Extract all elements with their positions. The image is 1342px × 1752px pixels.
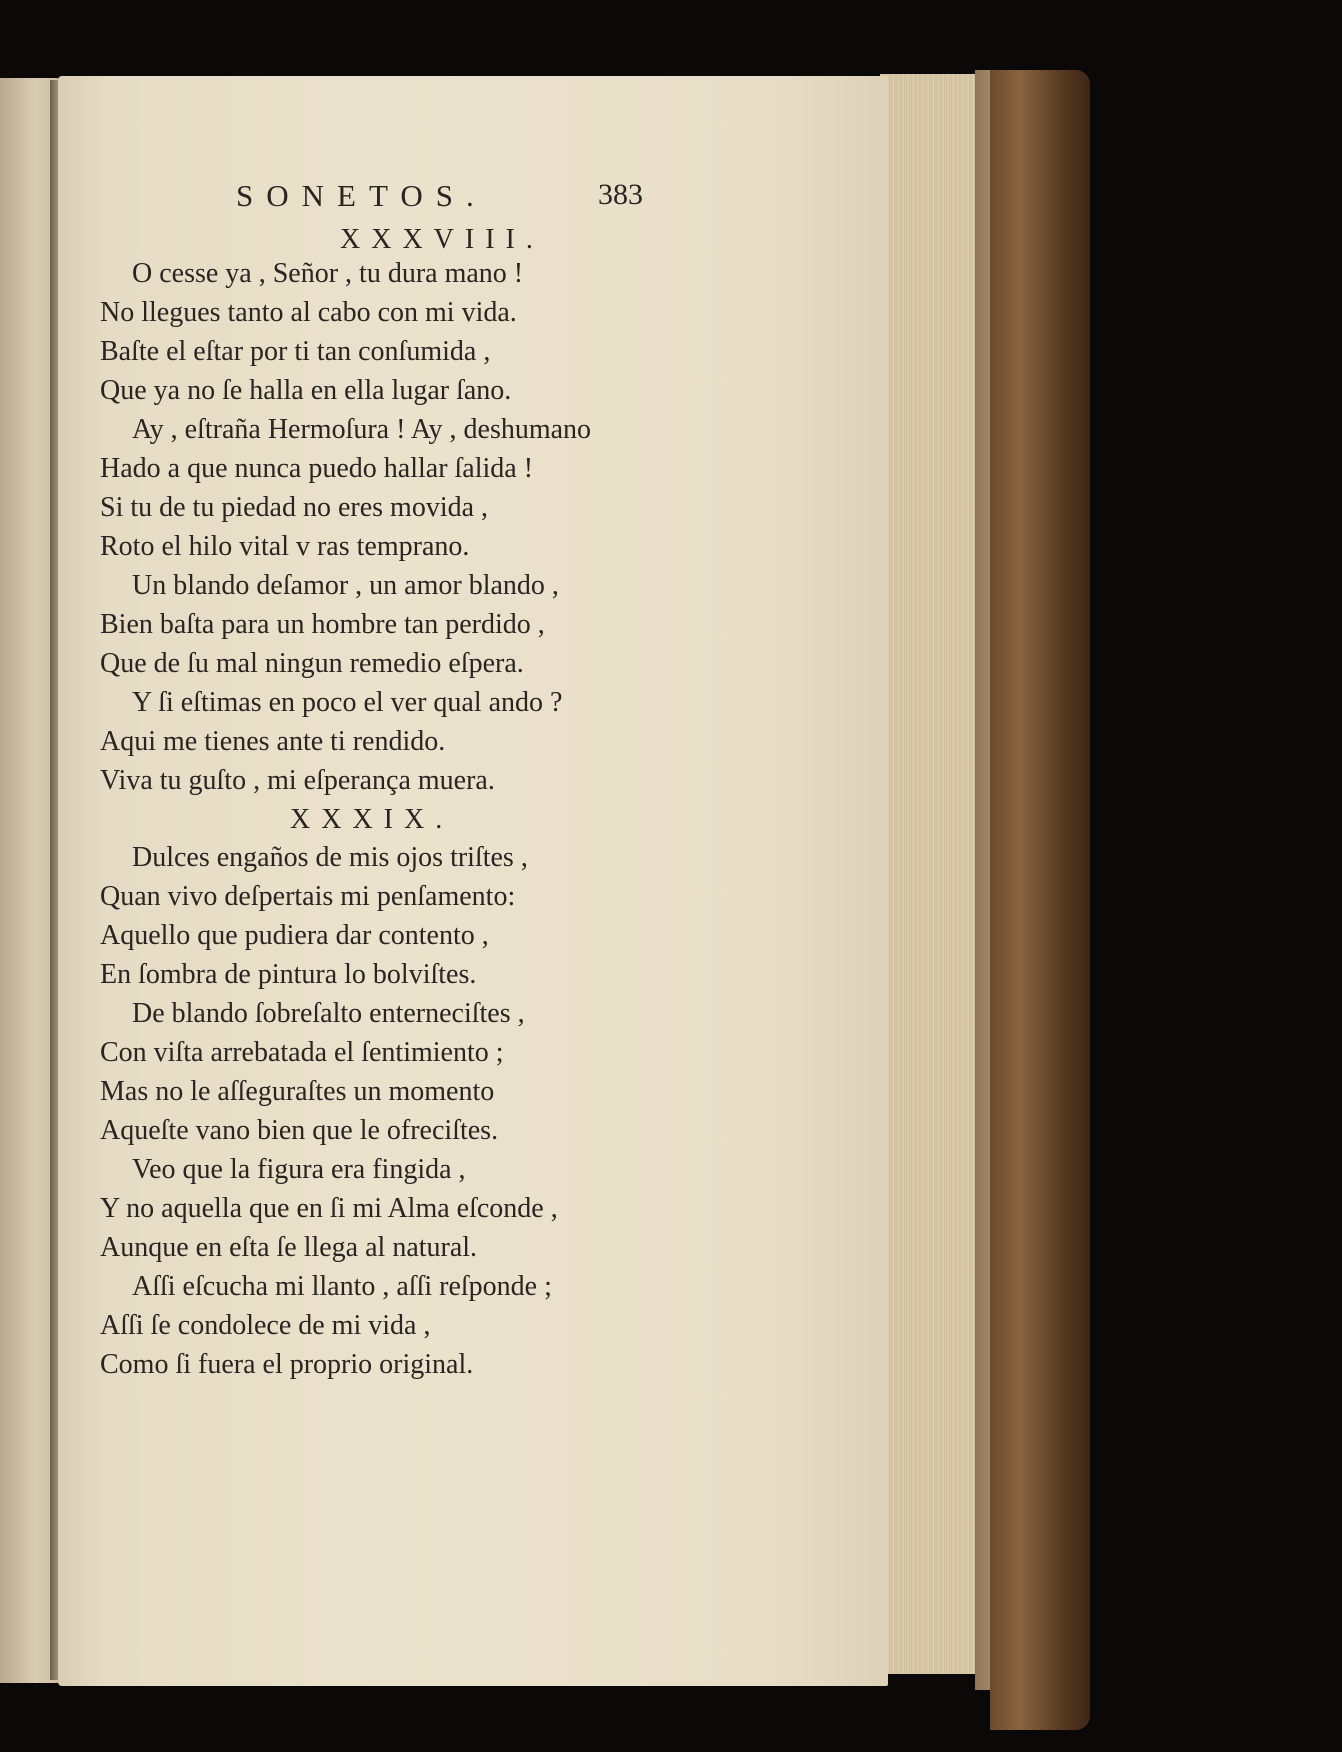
verse-line: Que de ſu mal ningun remedio eſpera. — [100, 648, 524, 679]
verse-line: Quan vivo deſpertais mi penſamento: — [100, 881, 516, 912]
sonnet-numeral: XXXVIII. — [340, 224, 544, 255]
verse-line: De blando ſobreſalto enterneciſtes , — [132, 998, 525, 1029]
page-number: 383 — [598, 178, 643, 211]
verse-line: Como ſi fuera el proprio original. — [100, 1349, 474, 1380]
verse-line: Dulces engaños de mis ojos triſtes , — [132, 842, 528, 873]
leather-cover — [990, 70, 1090, 1730]
verse-line: O cesse ya , Señor , tu dura mano ! — [132, 258, 524, 289]
verse-line: Viva tu guſto , mi eſperança muera. — [100, 765, 495, 796]
verse-line: Baſte el eſtar por ti tan conſumida , — [100, 336, 491, 367]
sonnet-numeral: XXXIX. — [290, 804, 454, 835]
verse-line: Veo que la figura era fingida , — [132, 1154, 466, 1185]
verse-line: Aqui me tienes ante ti rendido. — [100, 726, 446, 757]
verse-line: Roto el hilo vital v ras temprano. — [100, 531, 470, 562]
verse-line: Y ſi eſtimas en poco el ver qual ando ? — [132, 687, 563, 718]
verse-line: Y no aquella que en ſi mi Alma eſconde , — [100, 1193, 558, 1224]
verse-line: Con viſta arrebatada el ſentimiento ; — [100, 1037, 504, 1068]
verse-line: En ſombra de pintura lo bolviſtes. — [100, 959, 477, 990]
verse-line: Aſſi eſcucha mi llanto , aſſi reſponde ; — [132, 1271, 552, 1302]
verse-line: Ay , eſtraña Hermoſura ! Ay , deshumano — [132, 414, 592, 445]
running-title: SONETOS. — [236, 178, 487, 213]
verse-line: Que ya no ſe halla en ella lugar ſano. — [100, 375, 512, 406]
verse-line: No llegues tanto al cabo con mi vida. — [100, 297, 517, 328]
verse-line: Si tu de tu piedad no eres movida , — [100, 492, 489, 523]
page-stack-edge — [880, 74, 980, 1674]
verse-line: Aquello que pudiera dar contento , — [100, 920, 489, 951]
verse-line: Mas no le aſſeguraſtes un momento — [100, 1076, 495, 1107]
verse-line: Un blando deſamor , un amor blando , — [132, 570, 559, 601]
verse-line: Aunque en eſta ſe llega al natural. — [100, 1232, 478, 1263]
verse-line: Hado a que nunca puedo hallar ſalida ! — [100, 453, 534, 484]
verse-line: Aqueſte vano bien que le ofreciſtes. — [100, 1115, 499, 1146]
verse-line: Bien baſta para un hombre tan perdido , — [100, 609, 545, 640]
verse-line: Aſſi ſe condolece de mi vida , — [100, 1310, 431, 1341]
